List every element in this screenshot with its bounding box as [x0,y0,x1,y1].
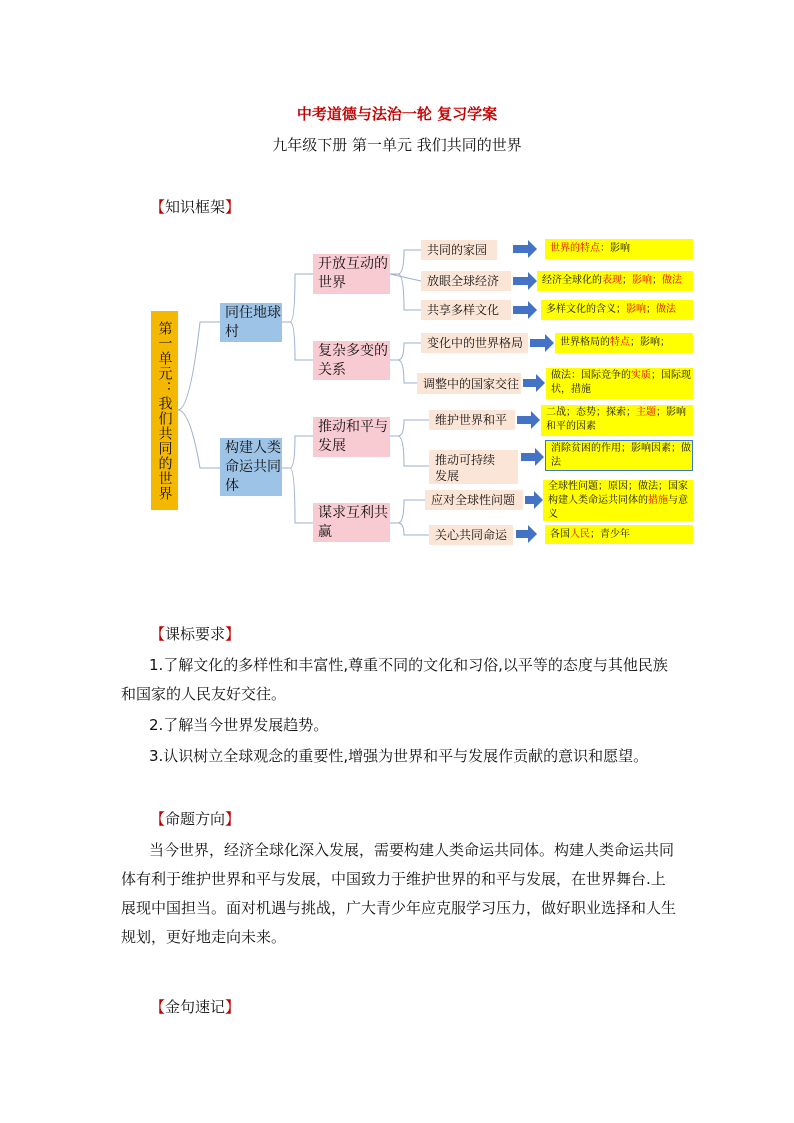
level2-box: 推动和平与发展 [313,417,390,457]
section-heading-direction: 【命题方向】 [150,810,241,828]
direction-paragraph: 当今世界，经济全球化深入发展，需要构建人类命运共同体。构建人类命运共同体有利于维护世界和平与发展，中国致力于维护世界的和平与发展，在世界舞台.上展现中国担当。面对机遇与挑战，广大青少年应克服学习压力，做好职业选择和人生规划，更好地走向未来。 [121,841,677,946]
arrow-icon [516,525,537,543]
section-heading-framework: 【知识框架】 [150,198,241,216]
level3-box: 维护世界和平 [429,410,515,430]
unit-label-box: 第一单元：我们共同的世界 [151,311,178,510]
standards-item: 3.认识树立全球观念的重要性,增强为世界和平与发展作贡献的意识和愿望。 [149,747,649,765]
level1-box: 同住地球村 [220,303,282,342]
page-title: 中考道德与法治一轮 复习学案 [296,105,498,123]
page-subtitle: 九年级下册 第一单元 我们共同的世界 [272,136,522,154]
level4-box: 世界的特点 ：影响 [545,239,693,259]
arrow-icon [513,240,537,258]
arrow-icon [525,491,543,509]
arrow-icon [523,374,545,392]
level4-box: 消除贫困的作用；影响因素；做法 [545,440,693,471]
level3-box: 共同的家园 [421,240,497,260]
level4-box: 全球性问题；原因；做法；国家构建人类命运共同体的措施与意义 [543,480,693,521]
level4-box: 经济全球化的 表现 ； 影响 ； 做法 [537,271,693,291]
section-heading-standards: 【课标要求】 [150,625,241,643]
standards-item: 1.了解文化的多样性和丰富性,尊重不同的文化和习俗,以平等的态度与其他民族和国家的人民友好交往。 [121,656,668,703]
level1-box: 构建人类命运共同体 [220,438,282,496]
level4-box: 多样文化的含义； 影响 ； 做法 [541,300,693,320]
level4-box: 各国 人民 ；青少年 [545,525,693,544]
standards-item: 2.了解当今世界发展趋势。 [149,716,329,734]
arrow-icon [521,448,544,466]
level2-box: 复杂多变的关系 [313,341,390,380]
level3-box: 应对全球性问题 [425,490,523,510]
level4-box: 世界格局的 特点 ；影响； [555,333,693,353]
arrow-icon [530,334,554,352]
level4-box: 二战；态势；探索；主题；影响和平的因素 [541,405,693,436]
arrow-icon [513,272,537,290]
level3-box: 调整中的国家交往 [417,373,521,394]
level3-box: 放眼全球经济 [421,271,511,291]
arrow-icon [513,301,537,319]
level4-box: 做法：国际竞争的实质；国际现状，措施 [546,368,693,399]
arrow-icon [517,411,540,429]
level2-box: 谋求互利共赢 [313,503,390,542]
level3-box: 推动可持续发展 [429,450,518,484]
level3-box: 关心共同命运 [429,525,513,545]
level3-box: 共享多样文化 [421,300,511,320]
level2-box: 开放互动的世界 [313,254,390,294]
level3-box: 变化中的世界格局 [421,333,528,353]
section-heading-quotes: 【金句速记】 [150,998,241,1016]
